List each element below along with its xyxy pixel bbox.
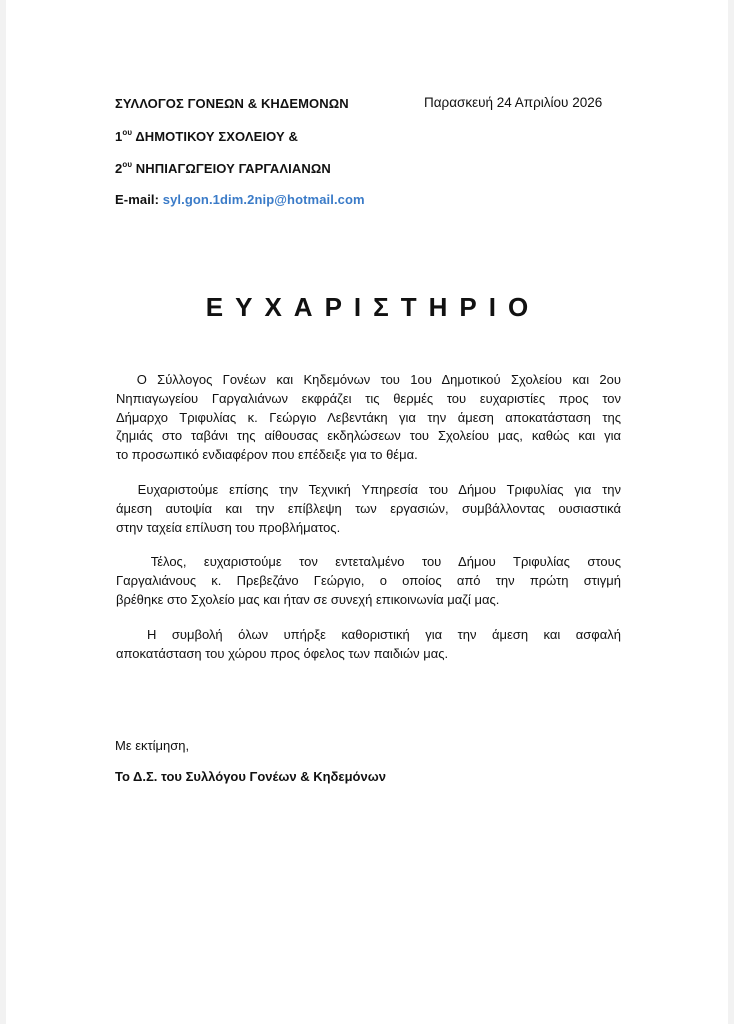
paragraph-line: Ευχαριστούμε επίσης την Τεχνική Υπηρεσία του Δήμου Τριφυλίας για την bbox=[116, 481, 621, 497]
email-line bbox=[115, 192, 365, 207]
ordinal-suffix: ου bbox=[122, 128, 133, 137]
org-name-line1: ΣΥΛΛΟΓΟΣ ΓΟΝΕΩΝ & ΚΗΔΕΜΟΝΩΝ bbox=[115, 96, 349, 111]
org-school: ΔΗΜΟΤΙΚΟΥ ΣΧΟΛΕΙΟΥ & bbox=[132, 129, 298, 144]
paragraph bbox=[116, 481, 621, 537]
paragraph-line: το προσωπικό ενδιαφέρον που επέδειξε για το θέμα. bbox=[116, 447, 418, 463]
paragraph bbox=[116, 626, 621, 664]
closing: Με εκτίμηση, bbox=[115, 738, 190, 753]
paragraph bbox=[116, 371, 621, 465]
paragraph-line: ζημιάς στο ταβάνι της αίθουσας εκδηλώσεων του Σχολείου μας, καθώς και για bbox=[116, 428, 621, 444]
letter-body bbox=[116, 371, 621, 679]
ordinal-number: 2 bbox=[115, 161, 123, 176]
ordinal-suffix: ου bbox=[122, 160, 133, 169]
page-edge-right bbox=[728, 0, 734, 1024]
paragraph-line: βρέθηκε στο Σχολείο μας και ήταν σε συνεχή επικοινωνία μαζί μας. bbox=[116, 591, 500, 607]
email-link[interactable]: syl.gon.1dim.2nip@hotmail.com bbox=[162, 192, 365, 207]
email-label: E-mail: bbox=[115, 192, 163, 207]
document-date: Παρασκευή 24 Απριλίου 2026 bbox=[424, 95, 603, 110]
paragraph-line: άμεση αυτοψία και την επίβλεψη των εργασιών, συμβάλλοντας ουσιαστικά bbox=[116, 500, 621, 516]
paragraph-line: αποκατάσταση του χώρου προς όφελος των παιδιών μας. bbox=[116, 645, 449, 661]
document-title: ΕΥΧΑΡΙΣΤΗΡΙΟ bbox=[205, 292, 541, 322]
paragraph-line: Η συμβολή όλων υπήρξε καθοριστική για την άμεση και ασφαλή bbox=[116, 626, 621, 642]
paragraph-line: Ο Σύλλογος Γονέων και Κηδεμόνων του 1ου Δημοτικού Σχολείου και 2ου bbox=[116, 372, 621, 387]
signature: Το Δ.Σ. του Συλλόγου Γονέων & Κηδεμόνων bbox=[115, 769, 386, 784]
paragraph-line: Τέλος, ευχαριστούμε τον εντεταλμένο του Δήμου Τριφυλίας στους bbox=[116, 554, 621, 570]
org-name-line2 bbox=[115, 128, 298, 144]
paragraph-line: στην ταχεία επίλυση του προβλήματος. bbox=[116, 519, 341, 535]
org-name-line3 bbox=[115, 160, 331, 176]
paragraph-line: Δήμαρχο Τριφυλίας κ. Γεώργιο Λεβεντάκη για την άμεση αποκατάσταση της bbox=[116, 409, 621, 425]
paragraph bbox=[116, 553, 621, 609]
paragraph-line: Γαργαλιάνους κ. Πρεβεζάνο Γεώργιο, ο οποίος από την πρώτη στιγμή bbox=[116, 573, 621, 589]
paragraph-line: Νηπιαγωγείου Γαργαλιάνων εκφράζει τις θερμές του ευχαριστίες προς τον bbox=[116, 390, 621, 406]
ordinal-number: 1 bbox=[115, 129, 123, 144]
page-edge-left bbox=[0, 0, 6, 1024]
org-kindergarten: ΝΗΠΙΑΓΩΓΕΙΟΥ ΓΑΡΓΑΛΙΑΝΩΝ bbox=[132, 161, 331, 176]
